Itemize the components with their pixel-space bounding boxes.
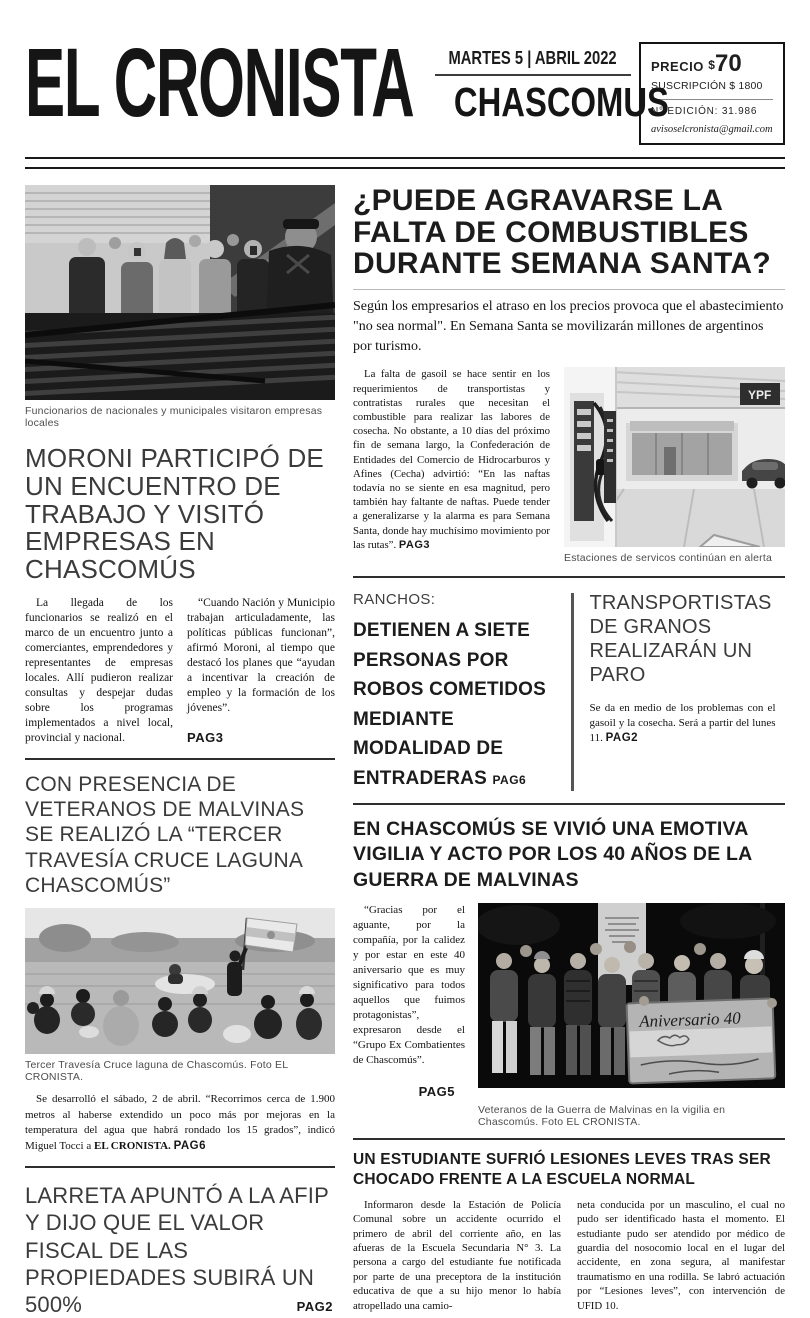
newspaper-logo bbox=[25, 28, 427, 138]
combustibles-page-ref: PAG3 bbox=[398, 538, 431, 551]
left-column bbox=[25, 185, 335, 1318]
story-transportistas bbox=[590, 591, 786, 793]
contact-email: avisoselcronista@gmail.com bbox=[651, 124, 773, 135]
masthead bbox=[25, 28, 785, 145]
travesia-photo bbox=[25, 908, 335, 1083]
factory-visit-photo bbox=[25, 185, 335, 429]
story-combustibles bbox=[353, 185, 785, 564]
edition-number: N° EDICIÓN: 31.986 bbox=[651, 106, 758, 117]
middle-band bbox=[353, 578, 785, 803]
travesia-page-ref: PAG6 bbox=[173, 1139, 207, 1152]
vigilia-page-ref: PAG5 bbox=[418, 1084, 455, 1100]
headline-rule bbox=[353, 289, 785, 290]
combustibles-body bbox=[353, 367, 550, 564]
estudiante-headline: UN ESTUDIANTE SUFRIÓ LESIONES LEVES TRAS SER CHOCADO FRENTE A LA ESCUELA NORMAL bbox=[353, 1151, 771, 1188]
gas-photo-caption: Estaciones de servicos continúan en alerta bbox=[564, 552, 773, 565]
story-travesia bbox=[25, 772, 335, 1154]
transportistas-body bbox=[590, 701, 776, 746]
newspaper-logo-text: EL CRONISTA bbox=[25, 28, 414, 137]
gas-sign-text: YPF bbox=[748, 388, 772, 403]
front-page bbox=[25, 0, 785, 1318]
vigilia-photo bbox=[478, 903, 785, 1099]
gas-station-photo-illustration bbox=[564, 367, 785, 547]
masthead-double-rule bbox=[25, 157, 785, 169]
vertical-divider bbox=[571, 593, 574, 791]
vigilia-headline: EN CHASCOMÚS SE VIVIÓ UNA EMOTIVA VIGILIA Y ACTO POR LOS 40 AÑOS DE LA GUERRA DE MALVINAS bbox=[353, 818, 752, 891]
travesia-body-bold: EL CRONISTA. bbox=[93, 1139, 174, 1152]
travesia-headline: CON PRESENCIA DE VETERANOS DE MALVINAS SE REALIZÓ LA “TERCER TRAVESÍA CRUCE LAGUNA CHASCOMÚS” bbox=[25, 773, 305, 897]
city-name: CHASCOMUS bbox=[453, 79, 669, 125]
ranchos-headline-text: DETIENEN A SIETE PERSONAS POR ROBOS COMETIDOS MEDIANTE MODALIDAD DE ENTRADERAS bbox=[353, 620, 547, 789]
ranchos-kicker: RANCHOS: bbox=[353, 591, 436, 609]
vigilia-quote: “Gracias por el aguante, por la compañía, por la calidez y por estar en este 40 aniversario que es muy significativo para todos aquellos que fuimos protagonistas”, expresaron desde el “Grupo Ex Combatientes de Chascomús”. bbox=[353, 904, 465, 1067]
price-box-divider bbox=[651, 99, 773, 100]
section-rule bbox=[25, 1166, 335, 1168]
travesia-photo-caption: Tercer Travesía Cruce laguna de Chascomús. Foto EL CRONISTA. bbox=[25, 1059, 288, 1083]
vigilia-photo-caption: Veteranos de la Guerra de Malvinas en la vigilia en Chascomús. Foto EL CRONISTA. bbox=[478, 1104, 726, 1129]
combustibles-headline: ¿PUEDE AGRAVARSE LA FALTA DE COMBUSTIBLES DURANTE SEMANA SANTA? bbox=[353, 184, 771, 280]
vigilia-body-row bbox=[353, 903, 785, 1099]
moroni-headline: MORONI PARTICIPÓ DE UN ENCUENTRO DE TRABAJO Y VISITÓ EMPRESAS EN CHASCOMÚS bbox=[25, 443, 324, 585]
section-rule bbox=[25, 758, 335, 760]
price-value: 70 bbox=[714, 50, 742, 77]
larreta-headline: LARRETA APUNTÓ A LA AFIP Y DIJO QUE EL VALOR FISCAL DE LAS PROPIEDADES SUBIRÁ UN 500% bbox=[25, 1183, 329, 1318]
factory-visit-photo-illustration bbox=[25, 185, 335, 400]
main-grid bbox=[25, 185, 785, 1318]
moroni-body bbox=[25, 596, 335, 746]
transportistas-page-ref: PAG2 bbox=[605, 732, 639, 745]
moroni-page-ref: PAG3 bbox=[187, 730, 224, 746]
story-larreta bbox=[25, 1180, 335, 1318]
masthead-center bbox=[427, 48, 669, 125]
ranchos-headline bbox=[353, 616, 557, 793]
right-column bbox=[353, 185, 785, 1318]
story-moroni bbox=[25, 185, 335, 746]
larreta-page-ref: PAG2 bbox=[296, 1299, 333, 1315]
factory-photo-caption: Funcionarios de nacionales y municipales visitaron empresas locales bbox=[25, 405, 323, 429]
combustibles-body-row bbox=[353, 367, 785, 564]
estudiante-body-col2: neta conducida por un masculino, el cual no pudo ser identificado hasta el momento. El estudiante pudo ser atendido por médico de guardia del nosocomio local en el lugar del accidente, en zona segura, al manifestar traumatismo en una rodilla. Se labró actuación por “Lesiones leves”, con intervención de UFID 10. bbox=[577, 1198, 785, 1312]
estudiante-body bbox=[353, 1198, 785, 1313]
moroni-body-col2 bbox=[187, 596, 335, 746]
combustibles-subhead: Según los empresarios el atraso en los precios provoca que el abastecimiento "no sea normal". En Semana Santa se movilizarán millones de argentinos por turismo. bbox=[353, 298, 784, 355]
transportistas-body-text: Se da en medio de los problemas con el gasoil y la cosecha. Será a partir del lunes 11. bbox=[589, 702, 776, 745]
price-currency: $ bbox=[708, 58, 715, 72]
section-rule bbox=[353, 1138, 785, 1140]
travesia-photo-illustration bbox=[25, 908, 335, 1054]
price-label: PRECIO bbox=[651, 59, 704, 74]
vigilia-quote-col bbox=[353, 903, 465, 1099]
story-estudiante bbox=[353, 1150, 785, 1313]
moroni-body-col2-text: “Cuando Nación y Municipio trabajan articuladamente, las políticas públicas funcionan”, afirmó Moroni, al tiempo que destacó los planes que “ayudan a incentivar la creación de empleo y la formación de los jóvenes”. bbox=[187, 597, 335, 715]
story-vigilia bbox=[353, 817, 785, 1128]
gas-station-photo bbox=[564, 367, 785, 564]
banner-text: Aniversario 40 bbox=[638, 1008, 742, 1032]
section-rule bbox=[353, 803, 785, 805]
vigilia-photo-illustration bbox=[478, 903, 785, 1088]
transportistas-headline: TRANSPORTISTAS DE GRANOS REALIZARÁN UN PARO bbox=[589, 592, 772, 687]
travesia-body-text: Se desarrolló el sábado, 2 de abril. “Recorrimos cerca de 1.900 metros al haberse extendido un poco más por mejoras en la temperatura del agua que habrá rondado los 15 grados”, indicó Miguel Tocci a bbox=[25, 1093, 335, 1152]
masthead-divider bbox=[435, 74, 631, 76]
ranchos-page-ref: PAG6 bbox=[492, 772, 527, 787]
story-ranchos bbox=[353, 591, 557, 793]
estudiante-body-col1: Informaron desde la Estación de Policía Comunal sobre un accidente ocurrido el primero de abril del corriente año, en las afueras de la Escuela Secundaria N° 3. La persona a cargo del estudiante fue notificada por parte de una preceptora de la institución educativa de que a su hijo menor lo había atropellado una camio- bbox=[353, 1198, 561, 1312]
travesia-body bbox=[25, 1092, 335, 1154]
price-row bbox=[651, 50, 773, 77]
moroni-body-col1: La llegada de los funcionarios se realizó en el marco de un encuentro junto a comerciantes, emprendedores y representantes de empresas locales. Allí pudieron realizar consultas y despejar dudas sobre los programas implementados a nivel local, provincial y nacional. bbox=[25, 597, 173, 745]
subscription-price: SUSCRIPCIÓN $ 1800 bbox=[651, 80, 763, 92]
edition-date: MARTES 5 | ABRIL 2022 bbox=[448, 48, 618, 68]
combustibles-body-text: La falta de gasoil se hace sentir en los requerimientos de transportistas y contratistas rurales que necesitan el combustible para realizar las labores de cosecha. No obstante, a 10 días del próximo fin de semana largo, la Confederación de Entidades del Comercio de Hidrocarburos y Afines (Cecha) advirtió: “En las naftas todavía no se siente en esa magnitud, pero también hay faltante de naftas. Puede tender a generalizarse y la alarma es para Semana Santa, donde hay muchísimo movimiento por las rutas”. bbox=[353, 368, 550, 551]
